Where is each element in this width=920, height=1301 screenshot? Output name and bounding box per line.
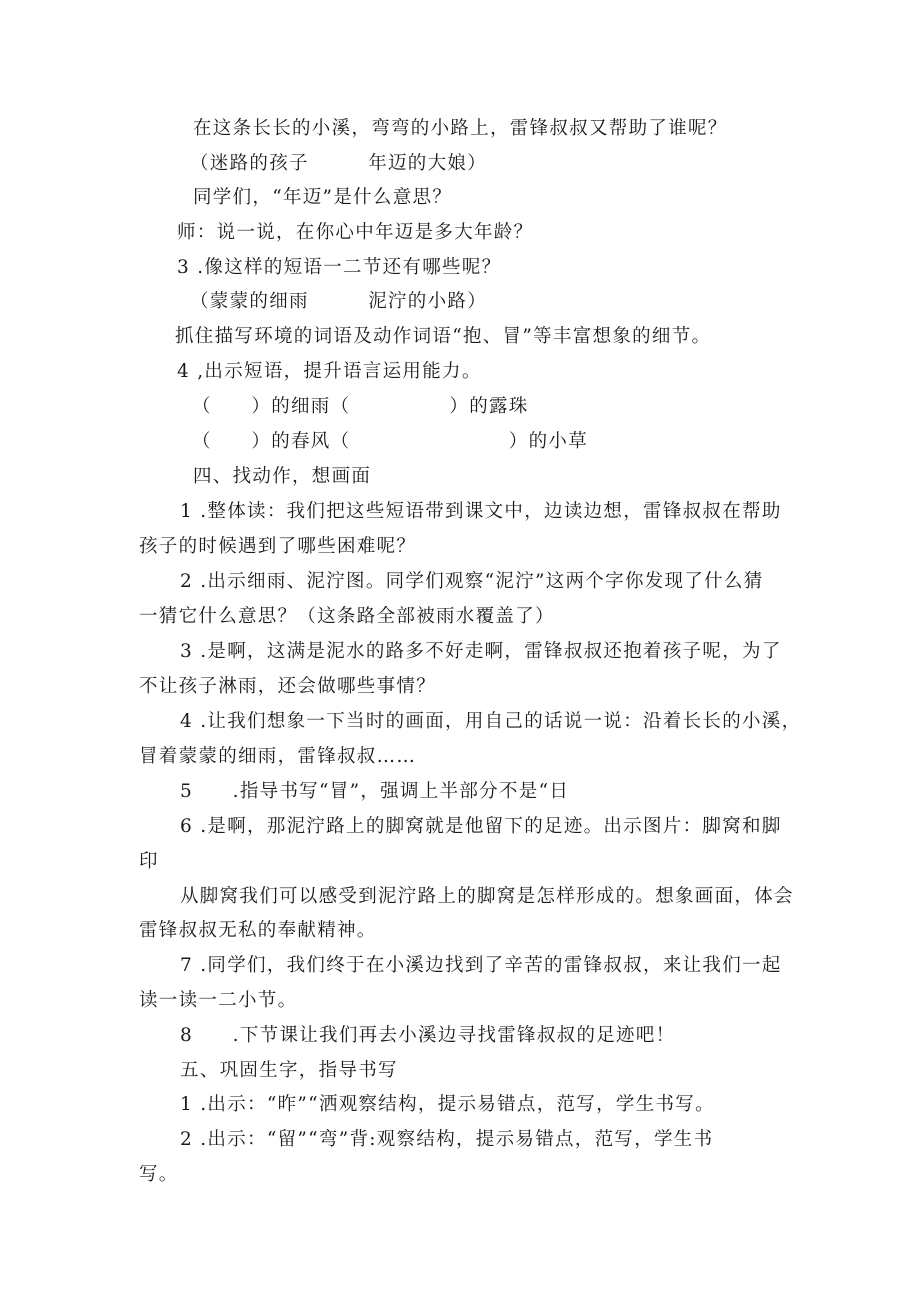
text-line: 8 .下节课让我们再去小溪边寻找雷锋叔叔的足迹吧！ <box>180 1025 676 1046</box>
text-line: 在这条长长的小溪，弯弯的小路上，雷锋叔叔又帮助了谁呢？ <box>193 118 728 139</box>
text-line: 印 <box>139 851 159 872</box>
text-line: 4 .让我们想象一下当时的画面，用自己的话说一说：沿着长长的小溪， <box>180 711 802 732</box>
text-line: 读一读一二小节。 <box>139 990 298 1011</box>
text-line: 7 .同学们，我们终于在小溪边找到了辛苦的雷锋叔叔，来让我们一起 <box>180 955 782 976</box>
text-line: 2 .出示：“留”“弯”背:观察结构，提示易错点，范写，学生书 <box>180 1129 714 1150</box>
text-line: 2 .出示细雨、泥泞图。同学们观察“泥泞”这两个字你发现了什么猜 <box>180 571 764 592</box>
text-line: 从脚窝我们可以感受到泥泞路上的脚窝是怎样形成的。想象画面，体会 <box>180 886 794 907</box>
section-heading: 五、巩固生字，指导书写 <box>180 1060 398 1081</box>
text-line: 冒着蒙蒙的细雨，雷锋叔叔…… <box>139 746 417 767</box>
text-line: 5 .指导书写“冒”，强调上半部分不是“日 <box>180 781 570 802</box>
text-line: （迷路的孩子 年迈的大娘） <box>190 153 488 174</box>
text-line: 6 .是啊，那泥泞路上的脚窝就是他留下的足迹。出示图片：脚窝和脚 <box>180 816 782 837</box>
text-line: 写。 <box>139 1164 179 1185</box>
text-line: 师：说一说，在你心中年迈是多大年龄？ <box>177 222 534 243</box>
text-line: 不让孩子淋雨，还会做哪些事情？ <box>139 676 437 697</box>
text-line: 孩子的时候遇到了哪些困难呢？ <box>139 536 417 557</box>
text-line: （ ）的细雨（ ）的露珠 <box>192 396 529 417</box>
text-line: 1 .出示：“昨”“洒观察结构，提示易错点，范写，学生书写。 <box>180 1094 715 1115</box>
text-line: 3 .是啊，这满是泥水的路多不好走啊，雷锋叔叔还抱着孩子呢，为了 <box>180 641 782 662</box>
text-line: 一猜它什么意思？（这条路全部被雨水覆盖了） <box>139 606 555 627</box>
text-line: 同学们，“年迈”是什么意思？ <box>193 187 453 208</box>
section-heading: 四、找动作，想画面 <box>193 466 372 487</box>
text-line: 1 .整体读：我们把这些短语带到课文中，边读边想，雷锋叔叔在帮助 <box>180 501 782 522</box>
text-line: 抓住描写环境的词语及动作词语“抱、冒”等丰富想象的细节。 <box>175 326 712 347</box>
text-line: 4 ,出示短语，提升语言运用能力。 <box>177 361 482 382</box>
text-line: （蒙蒙的细雨 泥泞的小路） <box>190 291 488 312</box>
text-line: 雷锋叔叔无私的奉献精神。 <box>139 920 377 941</box>
text-line: （ ）的春风（ ）的小草 <box>192 431 589 452</box>
text-line: 3 .像这样的短语一二节还有哪些呢？ <box>177 257 502 278</box>
